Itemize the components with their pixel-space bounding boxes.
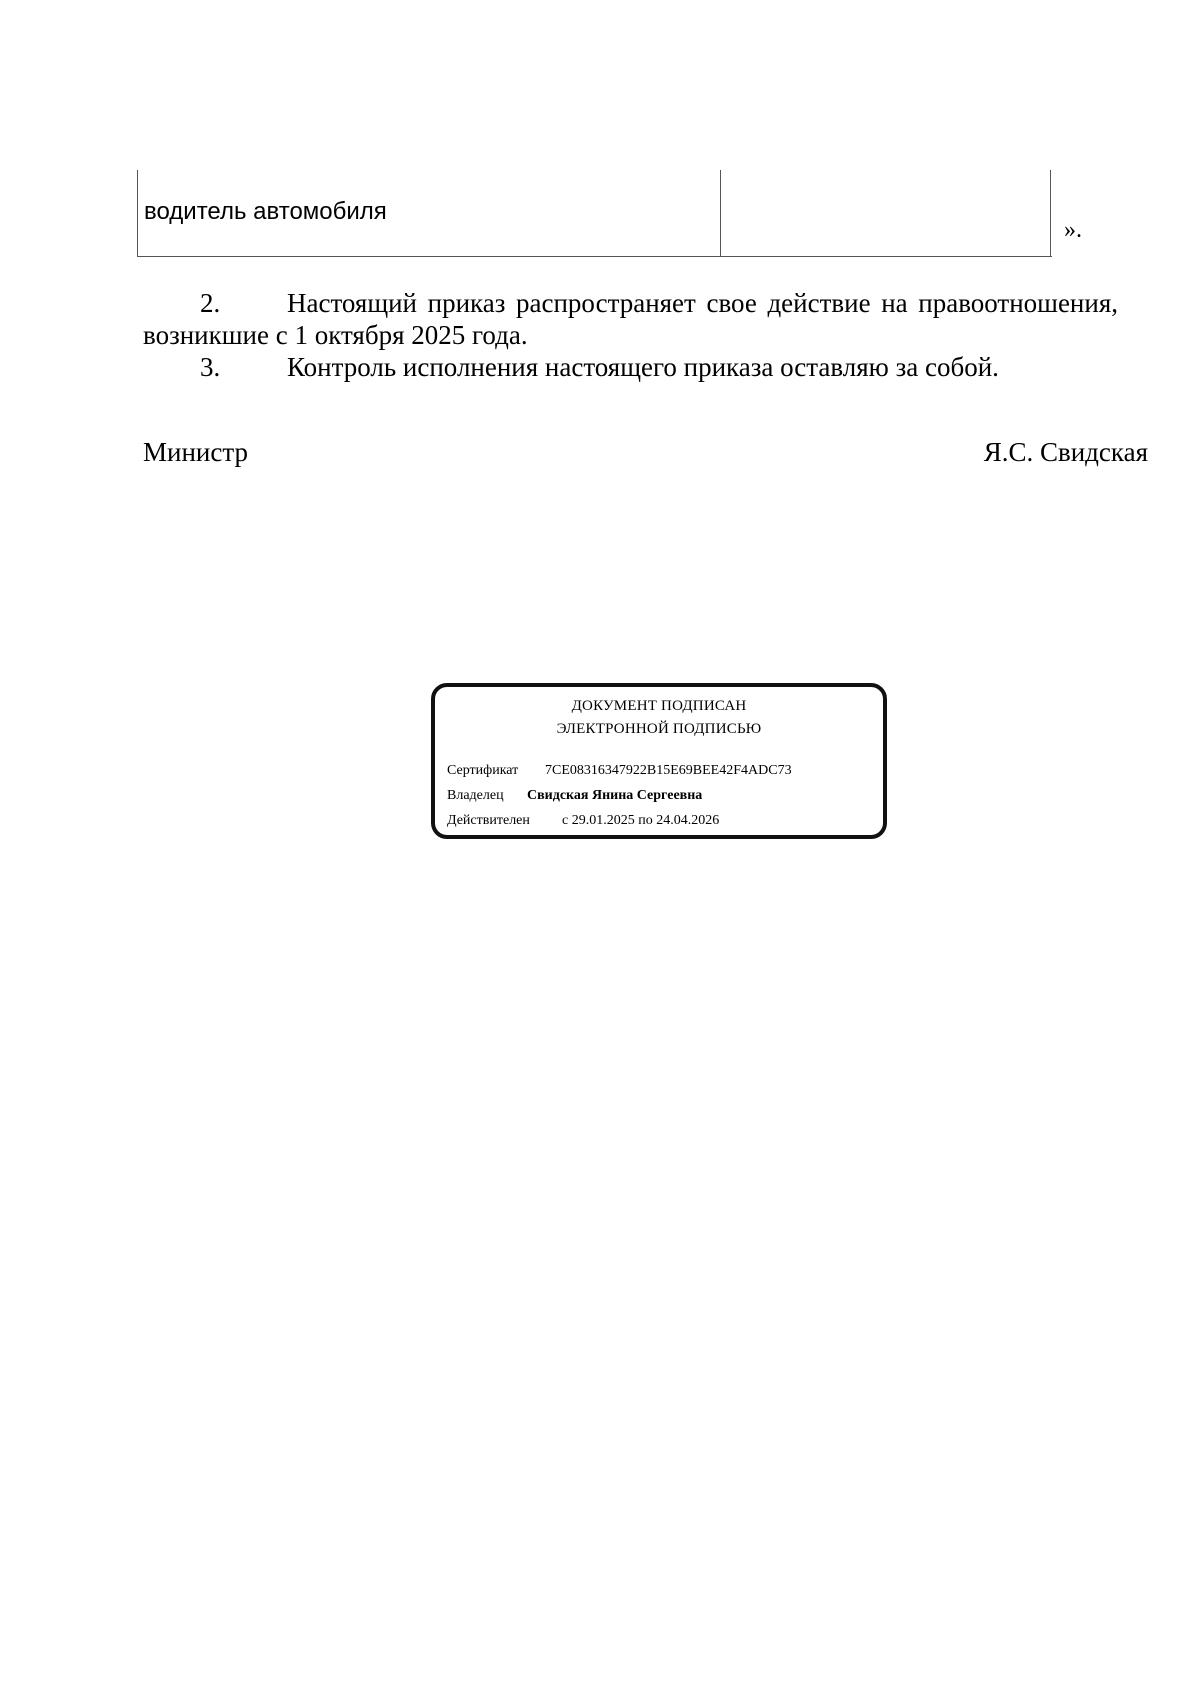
owner-value: Свидская Янина Сергеевна xyxy=(527,788,703,803)
paragraph-number: 3. xyxy=(200,352,221,382)
paragraph-text: Контроль исполнения настоящего приказа оставляю за собой. xyxy=(287,352,999,382)
signatory-name: Я.С. Свидская xyxy=(983,437,1148,467)
certificate-value: 7CE08316347922B15E69BEE42F4ADC73 xyxy=(545,763,792,778)
owner-label: Владелец xyxy=(447,788,504,803)
table-column-divider xyxy=(720,170,721,256)
certificate-label: Сертификат xyxy=(447,763,519,778)
validity-value: с 29.01.2025 по 24.04.2026 xyxy=(562,813,720,828)
stamp-validity-row xyxy=(447,813,719,829)
stamp-owner-row xyxy=(447,788,702,804)
signatory-role: Министр xyxy=(143,437,248,467)
paragraph-2 xyxy=(143,287,1118,351)
closing-quote: ». xyxy=(1064,217,1082,243)
paragraph-number: 2. xyxy=(200,288,221,318)
paragraph-text: Настоящий приказ распространяет свое действие на правоотношения, возникшие с 1 октября 2025 года. xyxy=(143,288,1118,350)
table-column-divider xyxy=(1050,170,1051,256)
stamp-header-line1: ДОКУМЕНТ ПОДПИСАН xyxy=(571,698,747,714)
stamp-header-line2: ЭЛЕКТРОННОЙ ПОДПИСЬЮ xyxy=(556,721,762,737)
electronic-signature-stamp xyxy=(431,683,887,839)
positions-table-fragment xyxy=(137,170,1052,257)
validity-label: Действителен xyxy=(447,813,530,828)
stamp-certificate-row xyxy=(447,763,792,779)
paragraph-3 xyxy=(143,351,1118,383)
table-cell-position: водитель автомобиля xyxy=(144,198,387,225)
